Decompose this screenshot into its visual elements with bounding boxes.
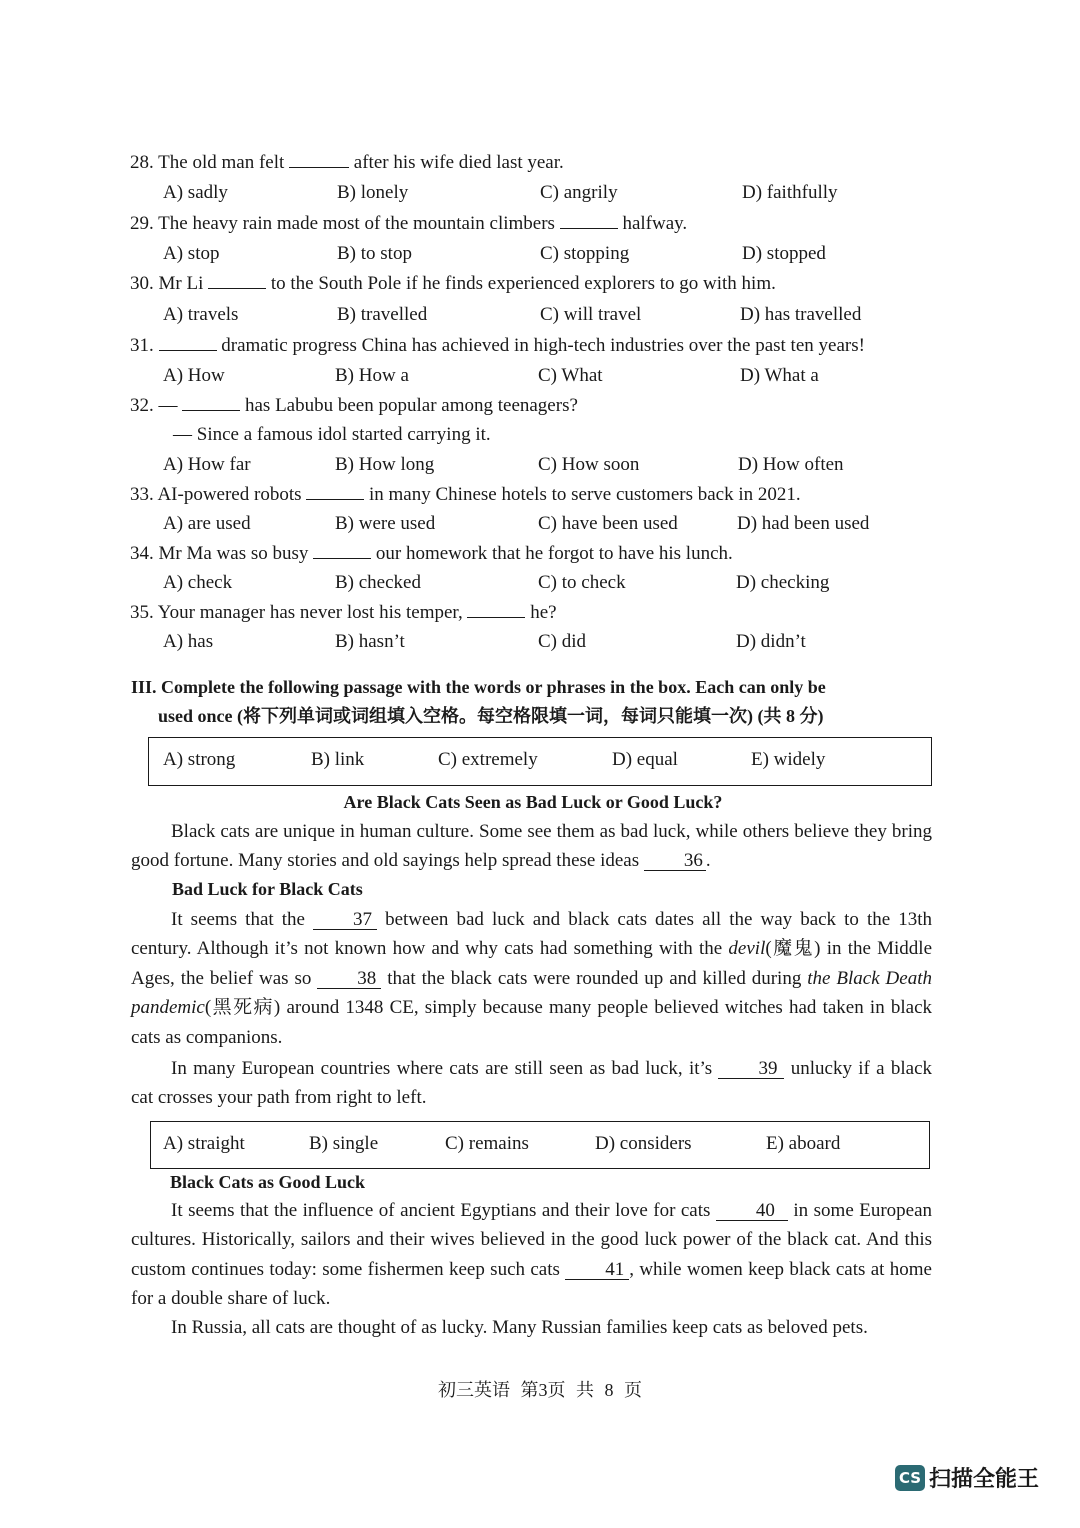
option-b[interactable]: B) lonely [337,182,409,203]
word-option: D) equal [612,749,678,770]
option-a[interactable]: A) How far [163,454,251,475]
option-d[interactable]: D) What a [740,365,819,386]
dialogue-reply: — Since a famous idol started carrying it. [173,424,491,445]
option-d[interactable]: D) had been used [737,513,870,534]
answer-blank-38[interactable]: 38 [317,970,381,989]
answer-blank-41[interactable]: 41 [565,1261,629,1280]
passage-title: Are Black Cats Seen as Bad Luck or Good Luck? [343,792,723,812]
word-option: A) straight [163,1133,245,1154]
question-35: 35. Your manager has never lost his temper, he? [130,602,557,623]
word-option: A) strong [163,749,236,770]
option-b[interactable]: B) travelled [337,304,428,325]
option-b[interactable]: B) How a [335,365,409,386]
answer-blank-40[interactable]: 40 [716,1202,788,1221]
word-option: D) considers [595,1133,692,1154]
answer-blank[interactable] [182,395,240,411]
word-option: C) remains [445,1133,529,1154]
option-d[interactable]: D) faithfully [742,182,838,203]
word-option: B) link [311,749,365,770]
section-heading-cont: used once (将下列单词或词组填入空格。每空格限填一词，每词只能填一次) (共 8 分) [158,706,824,726]
option-c[interactable]: C) angrily [540,182,618,203]
page-footer: 初三英语 第3页 共 8 页 [438,1380,642,1400]
question-31: 31. dramatic progress China has achieved in high-tech industries over the past ten years! [130,335,865,356]
passage-paragraph-4: It seems that the influence of ancient Egyptians and their love for cats 40 in some European cultures. Historically, sailors and their wives believed in the good luck power of the black cat. And this custom continues today: some fishermen keep such cats 41 , while women keep black cats at home for a double share of luck. [131,1200,933,1310]
option-d[interactable]: D) checking [736,572,830,593]
answer-blank-39[interactable]: 39 [718,1060,784,1079]
option-d[interactable]: D) didn’t [736,631,806,652]
question-34: 34. Mr Ma was so busy our homework that he forgot to have his lunch. [130,543,733,564]
option-a[interactable]: A) check [163,572,233,593]
option-c[interactable]: C) to check [538,572,626,593]
word-box-1 [148,737,932,786]
option-b[interactable]: B) How long [335,454,435,475]
word-option: E) aboard [766,1133,841,1154]
option-d[interactable]: D) stopped [742,243,826,264]
question-30: 30. Mr Li to the South Pole if he finds experienced explorers to go with him. [130,273,776,294]
question-28: 28. The old man felt after his wife died last year. [130,152,564,173]
section-heading: III. Complete the following passage with the words or phrases in the box. Each can only be [131,677,826,697]
option-c[interactable]: C) will travel [540,304,642,325]
watermark-text: 扫描全能王 [929,1467,1040,1492]
option-c[interactable]: C) How soon [538,454,640,475]
option-a[interactable]: A) are used [163,513,251,534]
answer-blank-36[interactable]: 36 [644,852,706,871]
word-option: E) widely [751,749,826,770]
option-c[interactable]: C) stopping [540,243,630,264]
option-c[interactable]: C) have been used [538,513,678,534]
passage-paragraph-2: It seems that the 37 between bad luck and black cats dates all the way back to the 13th century. Although it’s not known how and why cats had something with the devil(魔鬼) in the Middle Ages, the belief was so 38 that the black cats were rounded up and killed during the Black Death pandemic(黑死病) around 1348 CE, simply because many people believed witches had taken in black cats as companions. [131,909,933,1048]
subheading-bad-luck: Bad Luck for Black Cats [172,879,363,899]
option-b[interactable]: B) checked [335,572,421,593]
answer-blank[interactable] [306,484,364,500]
answer-blank[interactable] [289,152,349,168]
option-a[interactable]: A) stop [163,243,220,264]
answer-blank-37[interactable]: 37 [313,911,377,930]
option-a[interactable]: A) travels [163,304,239,325]
option-d[interactable]: D) has travelled [740,304,862,325]
passage-paragraph-1: Black cats are unique in human culture. Some see them as bad luck, while others believe they bring good fortune. Many stories and old sayings help spread these ideas 36 . [131,821,932,872]
word-box-2 [150,1121,930,1169]
option-a[interactable]: A) has [163,631,214,652]
option-a[interactable]: A) How [163,365,225,386]
answer-blank[interactable] [208,273,266,289]
question-32: 32. — has Labubu been popular among teenagers? [130,395,578,416]
word-option: C) extremely [438,749,538,770]
subheading-good-luck: Black Cats as Good Luck [170,1172,366,1192]
answer-blank[interactable] [313,543,371,559]
option-b[interactable]: B) hasn’t [335,631,405,652]
question-33: 33. AI-powered robots in many Chinese hotels to serve customers back in 2021. [130,484,801,505]
passage-paragraph-3: In many European countries where cats are still seen as bad luck, it’s 39 unlucky if a black cat crosses your path from right to left. [131,1058,932,1109]
answer-blank[interactable] [560,213,618,229]
option-c[interactable]: C) did [538,631,587,652]
answer-blank[interactable] [467,602,525,618]
passage-paragraph-5: In Russia, all cats are thought of as lucky. Many Russian families keep cats as beloved pets. [171,1317,868,1338]
word-option: B) single [309,1133,379,1154]
option-d[interactable]: D) How often [738,454,844,475]
camscanner-icon: CS [895,1465,925,1491]
option-b[interactable]: B) to stop [337,243,412,264]
question-29: 29. The heavy rain made most of the mountain climbers halfway. [130,213,688,234]
option-b[interactable]: B) were used [335,513,436,534]
option-a[interactable]: A) sadly [163,182,228,203]
option-c[interactable]: C) What [538,365,603,386]
scanner-watermark [895,1462,1039,1493]
answer-blank[interactable] [159,335,217,351]
